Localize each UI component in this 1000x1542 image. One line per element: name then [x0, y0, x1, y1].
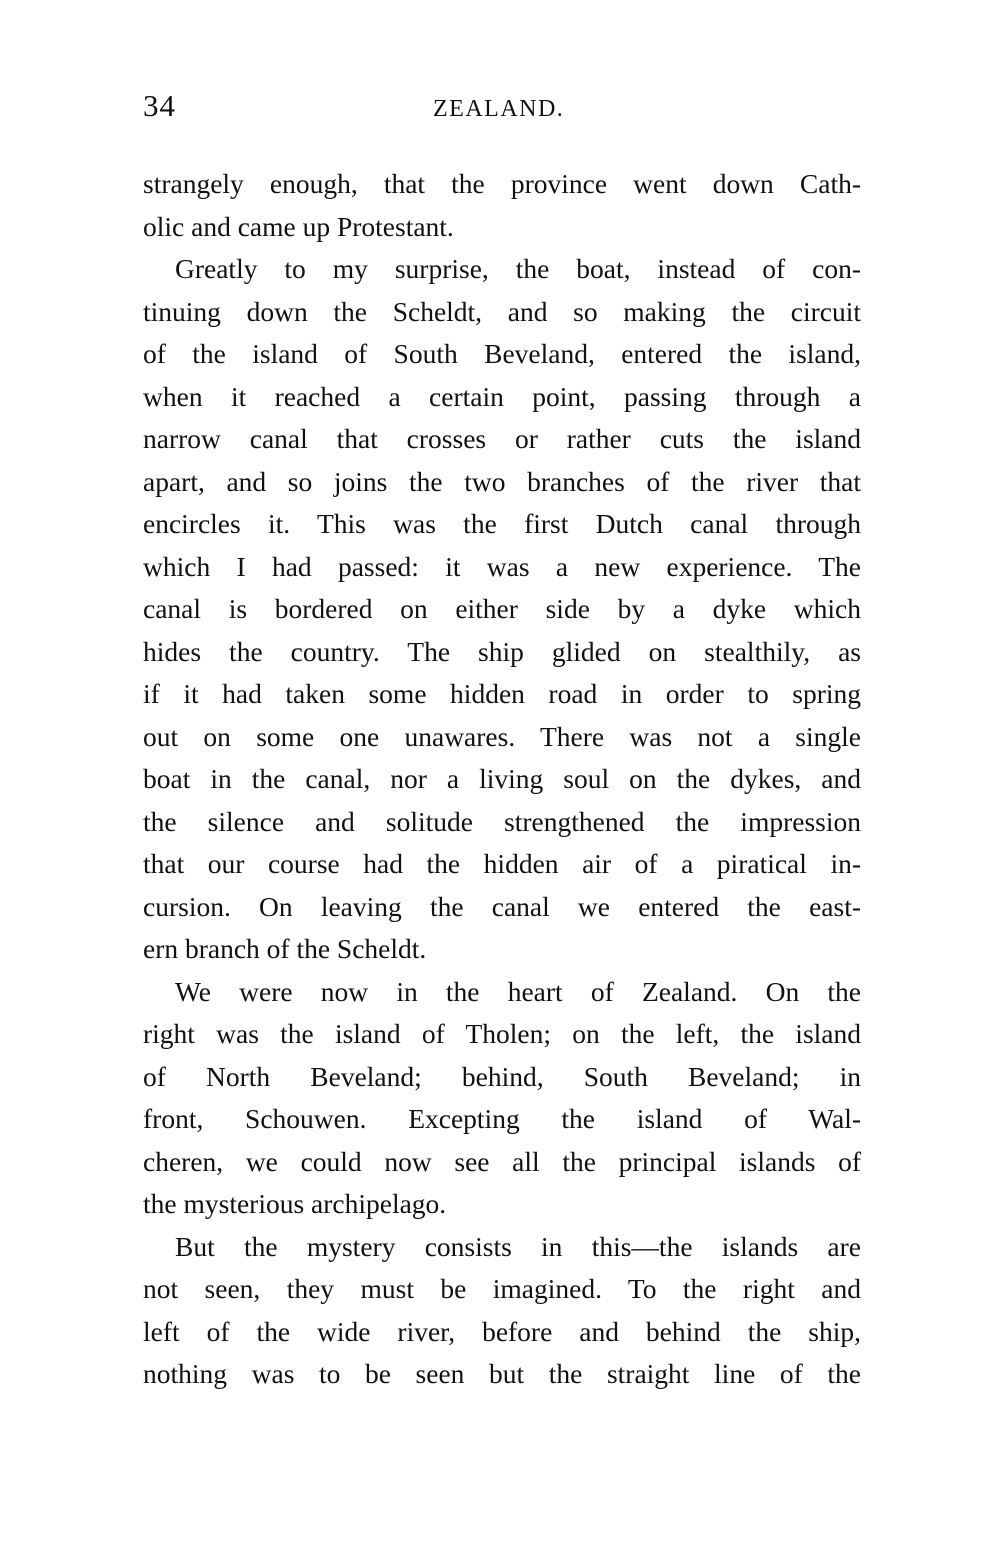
text-line: the mysterious archipelago. [143, 1188, 447, 1219]
body-text [143, 163, 861, 1396]
text-line: if it had taken some hidden road in order to spring [143, 678, 861, 709]
text-line: out on some one unawares. There was not a single [143, 720, 861, 752]
text-line: We were now in the heart of Zealand. On the [175, 975, 861, 1007]
page-number: 34 [143, 88, 176, 123]
text-line: nothing was to be seen but the straight line of the [143, 1358, 861, 1389]
text-line: olic and came up Protestant. [143, 210, 454, 242]
text-line: of North Beveland; behind, South Beveland; in [143, 1060, 861, 1092]
paragraph [143, 1226, 861, 1396]
text-line: boat in the canal, nor a living soul on the dykes, and [143, 763, 861, 794]
text-line: that our course had the hidden air of a piratical in- [143, 848, 861, 879]
text-line: canal is bordered on either side by a dyke which [143, 593, 861, 624]
paragraph [143, 163, 861, 248]
text-line: right was the island of Tholen; on the left, the island [143, 1018, 861, 1049]
text-line: narrow canal that crosses or rather cuts the island [143, 423, 861, 454]
paragraph [143, 971, 861, 1226]
text-line: of the island of South Beveland, entered the island, [143, 338, 861, 369]
text-line: left of the wide river, before and behind the ship, [143, 1315, 861, 1347]
text-line: the silence and solitude strengthened the impression [143, 805, 861, 837]
text-line: apart, and so joins the two branches of the river that [143, 465, 861, 497]
text-line: hides the country. The ship glided on stealthily, as [143, 635, 861, 667]
text-line: cheren, we could now see all the principal islands of [143, 1145, 861, 1177]
text-line: Greatly to my surprise, the boat, instead of con- [175, 253, 861, 284]
text-line: strangely enough, that the province went down Cath- [143, 168, 861, 199]
text-line: ern branch of the Scheldt. [143, 933, 427, 964]
text-line: front, Schouwen. Excepting the island of Wal- [143, 1103, 861, 1134]
text-line: cursion. On leaving the canal we entered the east- [143, 890, 861, 922]
text-line: not seen, they must be imagined. To the right and [143, 1273, 861, 1304]
page-header [143, 88, 861, 128]
text-line: which I had passed: it was a new experience. The [143, 550, 861, 582]
paragraph [143, 248, 861, 971]
text-line: encircles it. This was the first Dutch canal through [143, 508, 861, 539]
text-line: tinuing down the Scheldt, and so making the circuit [143, 295, 861, 327]
text-line: But the mystery consists in this—the islands are [175, 1230, 861, 1262]
text-line: when it reached a certain point, passing through a [143, 380, 861, 412]
running-title: ZEALAND. [433, 96, 565, 122]
